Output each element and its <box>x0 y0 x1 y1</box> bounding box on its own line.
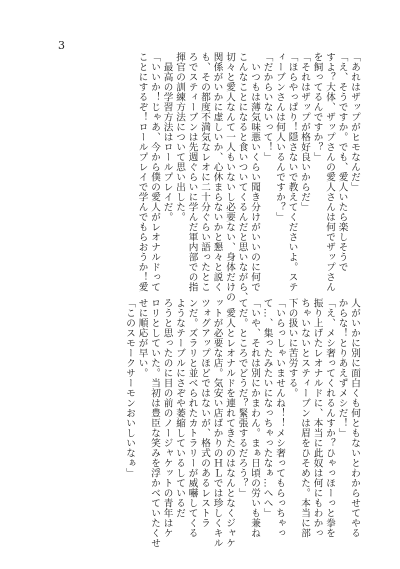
text-line: ンだ。ズラリと並べられたカトラリーが威嚇してくる <box>186 298 198 538</box>
page-number: 3 <box>58 39 65 52</box>
text-line: 振り上げたレオナルドに、本当に此奴は何にもわかっ <box>311 298 323 538</box>
text-line: ろうと思ったのに目の前のノージャケットの青年はケ <box>161 298 173 538</box>
text-line: すよ？大体、ザップさんの愛人さんは何でザップさん <box>324 52 335 292</box>
text-line: こんなことになると食いついてくるんだと思いながら、 <box>236 52 248 302</box>
text-line: 切々と愛人なんて一人もいないし必要ない、身体だけの <box>224 52 235 302</box>
text-line: ットが必要な店。気安い店ばかりのＨＬでは珍しくキル <box>211 298 223 548</box>
text-line: からな！とりあえずメシだ！」 <box>336 298 348 438</box>
text-line: を飼ってるんですか？」 <box>311 52 323 162</box>
text-line: 愛人とレオナルドを連れてきたのはなんとなくジャケ <box>224 298 235 548</box>
text-line: 最高の学習方法はロールプレイだ。 <box>161 52 173 222</box>
text-line: ことにするぞ！ロールプレイで学んでもらおうか！愛 <box>136 52 148 292</box>
text-line: てだ。ところでどうだ？緊張するだろう？」 <box>236 298 248 498</box>
text-line: 「あれはザップがヒモなんだ」 <box>349 52 360 192</box>
text-line: 「いや、それは別にかまわん。まぁ日頃の労いも兼ね <box>249 298 260 538</box>
text-line: 人がいかに別に面白くも何ともないとわからせてやる <box>349 298 360 538</box>
text-line: 下の扱いに苦労する。 <box>286 298 298 398</box>
text-line: せに順応が早い。 <box>136 298 148 378</box>
text-line: て…、集ったみたいになっちゃったなぁ…へへ」 <box>261 298 273 518</box>
text-line: 「え、そうですか。でも、愛人いたら楽しそうで <box>336 52 348 272</box>
text-line: 「それはザップが格好良いからだ」 <box>299 52 310 212</box>
text-line: 「このスモークサーモンおいしいなぁ」 <box>124 298 135 478</box>
text-line: 関係がいかに虚しいか、心休まらないかと懇々と説く <box>211 52 223 292</box>
text-line: 「いいか！じゃあ、今から僕の愛人がレオナルドって <box>149 52 160 292</box>
text-line: ツォグアップほどではないが、格式のあるレストラ <box>199 298 210 528</box>
text-line: ろでスティーブンは先週ぐらいに学んだ軍内部での指 <box>186 52 198 292</box>
text-line: いつもは薄気味悪いくらい聞き分けがいいのに何で <box>249 52 260 292</box>
lower-text-block <box>123 298 361 548</box>
text-line: も、その都度不満気なレオに二十分ぐらい語ったとこ <box>199 52 210 292</box>
text-line: 「いらっしゃいませんね！！メシ奢ってもらっちゃっ <box>274 298 285 538</box>
text-line: ロリとしていた。当初は豊臣な笑みを浮かべていたくせ <box>149 298 160 548</box>
text-line: 揮官の訓練方法について思い出した。 <box>174 52 185 222</box>
upper-text-block <box>135 52 360 302</box>
text-line: 「え、メシ奢ってくれるんすか？ひゃっほーっと拳を <box>324 298 335 538</box>
text-line: ィーブンさんは何人いるんですか？」 <box>274 52 285 222</box>
text-line: 「ほらやっぱり！隠さないで教えてくださいよ。ステ <box>286 52 298 292</box>
text-line: 「だからいないって！」 <box>261 52 273 162</box>
text-line: ちゃいないとスティーブンは眉をひそめた。本当に部 <box>299 298 310 538</box>
text-line: ようなテーブルにさぞや萎縮しているしているだ <box>174 298 185 518</box>
